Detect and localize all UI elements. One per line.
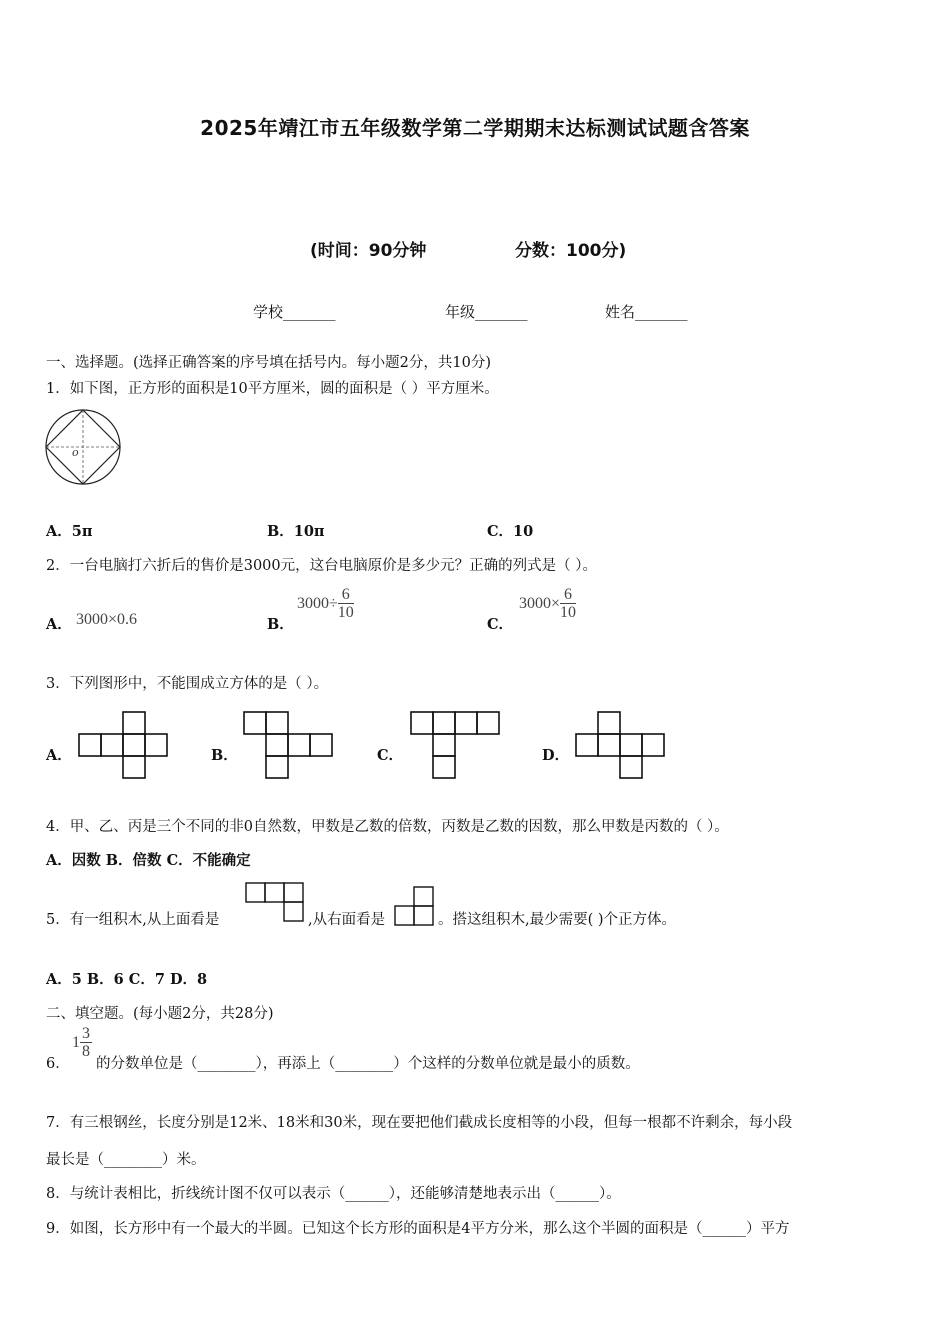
q3-net-a	[78, 711, 168, 779]
circle-square-figure	[44, 408, 124, 488]
section-2-heading: 二、填空题。(每小题2分，共28分)	[46, 1006, 274, 1022]
q3-text: 3．下列图形中，不能围成立方体的是（ ）。	[46, 676, 329, 692]
q6-number: 6．	[46, 1056, 70, 1072]
q5-top-view	[245, 882, 307, 926]
grade-field[interactable]: 年级_______	[445, 303, 528, 321]
name-field[interactable]: 姓名_______	[605, 303, 688, 321]
q6-frac-den: 8	[82, 1043, 90, 1060]
q6-text: 的分数单位是（________），再添上（________）个这样的分数单位就是最小的质数。	[96, 1056, 640, 1072]
page-title: 2025年靖江市五年级数学第二学期期末达标测试试题含答案	[200, 116, 750, 140]
q2-c-frac-num: 6	[560, 586, 576, 604]
q2-option-a-label[interactable]: A．	[46, 616, 72, 633]
q4-options[interactable]: A．因数 B．倍数 C．不能确定	[46, 852, 251, 869]
circle-center-label: o	[72, 446, 79, 459]
q2-option-c-label[interactable]: C．	[487, 616, 514, 633]
q8-text: 8．与统计表相比，折线统计图不仅可以表示（______），还能够清楚地表示出（______）。	[46, 1186, 621, 1202]
q5-right-view	[395, 886, 437, 928]
q2-option-b-expr: 3000÷ $\frac{6}{10}$	[297, 586, 354, 621]
q6-mixed-number: 1 $\frac{3}{8}$	[72, 1025, 90, 1060]
q5-text-part2: ,从右面看是	[308, 912, 386, 928]
q2-option-c-expr: 3000× $\frac{6}{10}$	[519, 586, 577, 621]
q6-frac-num: 3	[82, 1025, 90, 1042]
q5-text-part3: 。搭这组积木,最少需要( )个正方体。	[438, 912, 677, 928]
q3-option-c-label[interactable]: C．	[377, 747, 404, 764]
q2-c-frac-den: 10	[560, 604, 577, 621]
q1-option-c[interactable]: C．10	[487, 523, 534, 540]
q2-option-b-label[interactable]: B．	[267, 616, 294, 633]
school-field[interactable]: 学校_______	[253, 303, 336, 321]
exam-score: 分数：100分)	[515, 241, 627, 261]
q2-option-a-expr: 3000×0.6	[76, 611, 138, 628]
q3-net-d	[575, 711, 665, 779]
exam-time: (时间：90分钟	[310, 241, 427, 261]
q1-text: 1．如下图，正方形的面积是10平方厘米，圆的面积是（ ）平方厘米。	[46, 381, 499, 397]
q2-b-frac-den: 10	[337, 604, 354, 621]
q7-text-line1: 7．有三根钢丝，长度分别是12米、18米和30米，现在要把他们截成长度相等的小段，但每一根都不许剩余，每小段	[46, 1115, 793, 1131]
q7-text-line2: 最长是（________）米。	[46, 1152, 206, 1168]
q4-text: 4．甲、乙、丙是三个不同的非0自然数，甲数是乙数的倍数，丙数是乙数的因数，那么甲数是丙数的（ ）。	[46, 819, 729, 835]
q1-option-a[interactable]: A．5π	[46, 523, 93, 540]
q2-text: 2．一台电脑打六折后的售价是3000元，这台电脑原价是多少元？正确的列式是（ ）。	[46, 558, 597, 574]
q3-option-b-label[interactable]: B．	[211, 747, 238, 764]
q9-text: 9．如图，长方形中有一个最大的半圆。已知这个长方形的面积是4平方分米，那么这个半圆的面积是（______）平方	[46, 1221, 790, 1237]
q2-b-frac-num: 6	[338, 586, 354, 604]
q5-options[interactable]: A．5 B．6 C．7 D．8	[46, 971, 208, 988]
q3-option-a-label[interactable]: A．	[46, 747, 72, 764]
q5-text-part1: 5．有一组积木,从上面看是	[46, 912, 220, 928]
section-1-heading: 一、选择题。(选择正确答案的序号填在括号内。每小题2分，共10分)	[46, 355, 491, 371]
q3-option-d-label[interactable]: D．	[542, 747, 570, 764]
q3-net-c	[410, 711, 500, 779]
q3-net-b	[243, 711, 333, 779]
q1-option-b[interactable]: B．10π	[267, 523, 325, 540]
